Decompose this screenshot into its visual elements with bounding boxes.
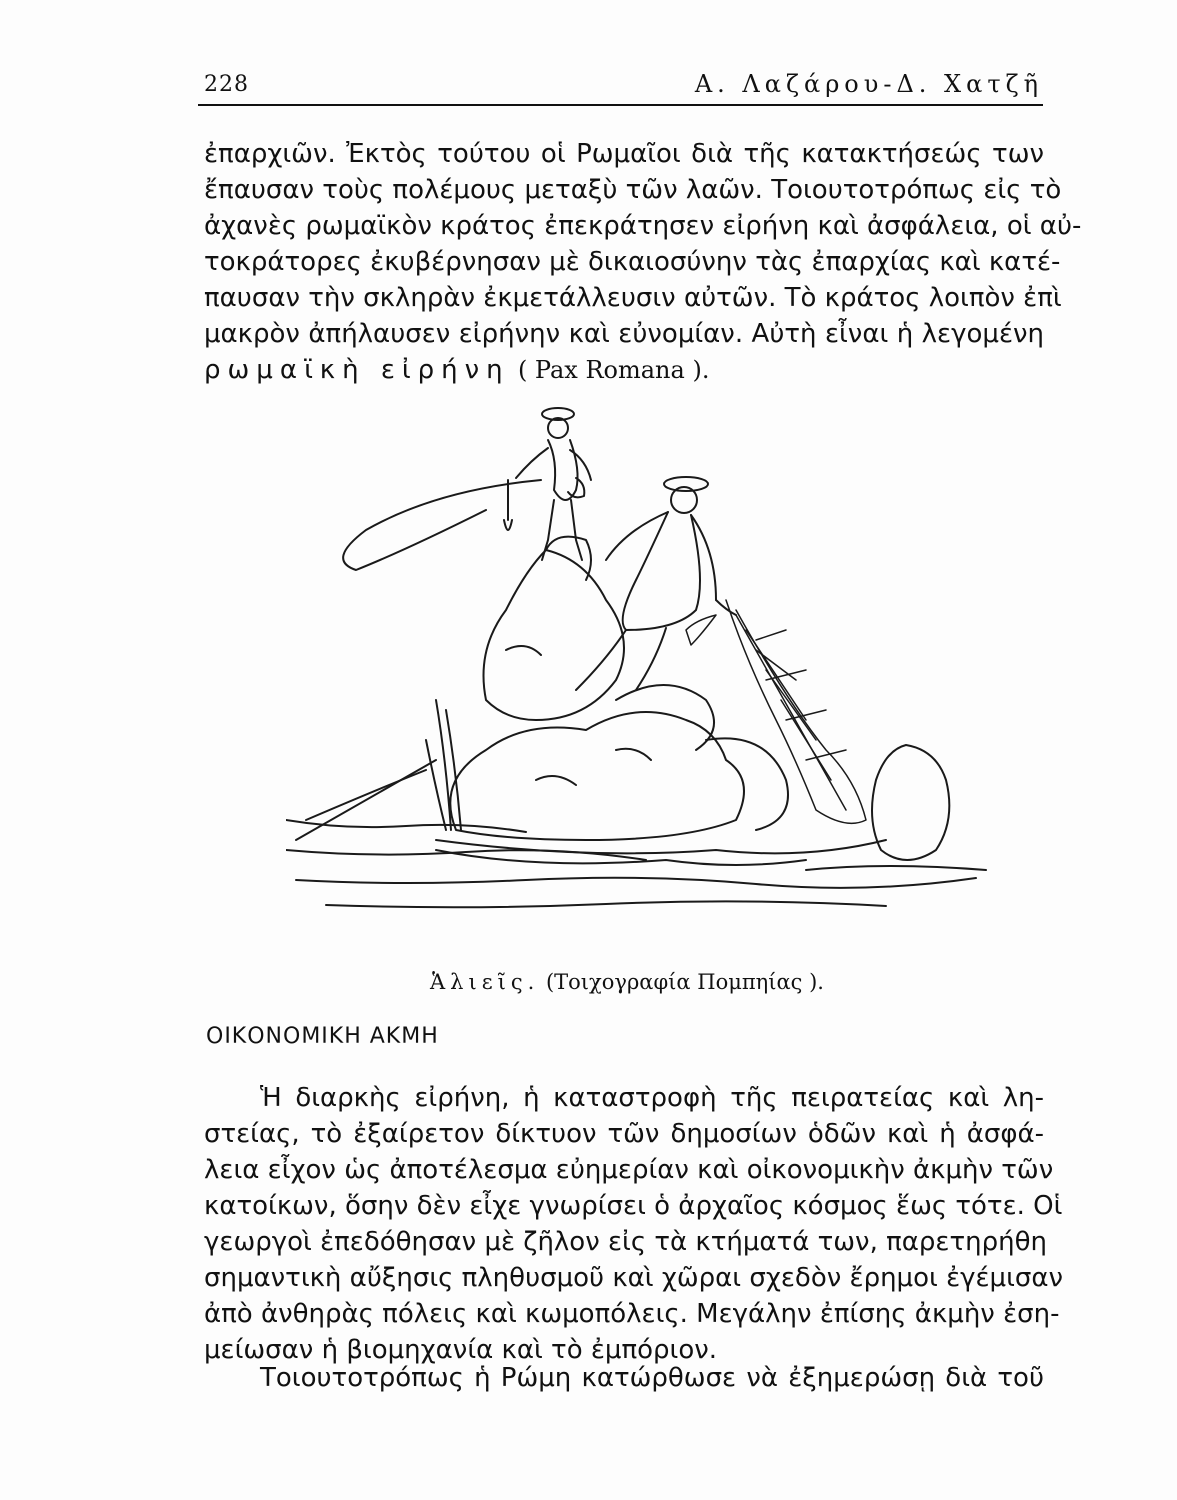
paragraph-2 <box>204 1080 1064 1368</box>
text-line: στείας, τὸ ἐξαίρετον δίκτυον τῶν δημοσίων ὁδῶν καὶ ἡ ἀσφά- <box>204 1119 1044 1149</box>
page-number: 228 <box>204 72 249 97</box>
running-title: Α. Λαζάρου-Δ. Χατζῆ <box>694 70 1043 98</box>
net-fisherman <box>576 477 736 690</box>
text-line: ἔπαυσαν τοὺς πολέμους μεταξὺ τῶν λαῶν. Τοιουτοτρόπως εἰς τὸ <box>204 175 1062 205</box>
latin-term: ( Pax Romana ). <box>517 356 710 384</box>
fishermen-illustration <box>286 400 1006 940</box>
caption-title: Ἁλιεῖς. <box>430 970 540 994</box>
text-line: μείωσαν ἡ βιομηχανία καὶ τὸ ἐμπόριον. <box>204 1335 718 1365</box>
text-line: Ἡ διαρκὴς εἰρήνη, ἡ καταστροφὴ τῆς πειρατείας καὶ λη- <box>260 1083 1044 1113</box>
text-line <box>204 352 1044 388</box>
fishermen-drawing <box>286 400 1006 940</box>
text-line: παυσαν τὴν σκληρὰν ἐκμετάλλευσιν αὐτῶν. Τὸ κράτος λοιπὸν ἐπὶ <box>204 283 1062 313</box>
fishing-rod <box>343 480 541 570</box>
text-line: ἐπαρχιῶν. Ἐκτὸς τούτου οἱ Ρωμαῖοι διὰ τῆς κατακτήσεώς των <box>204 139 1044 169</box>
text-line: ἀπὸ ἀνθηρὰς πόλεις καὶ κωμοπόλεις. Μεγάλην ἐπίσης ἀκμὴν ἐση- <box>204 1299 1060 1329</box>
paragraph-1 <box>204 136 1082 388</box>
text-line: ἀχανὲς ρωμαϊκὸν κράτος ἐπεκράτησεν εἰρήνη καὶ ἀσφάλεια, οἱ αὐ- <box>204 211 1082 241</box>
rocks <box>436 537 949 865</box>
text-line: κατοίκων, ὅσην δὲν εἶχε γνωρίσει ὁ ἀρχαῖος κόσμος ἕως τότε. Οἱ <box>204 1191 1063 1221</box>
header-rule <box>198 104 1043 106</box>
paragraph-3 <box>204 1360 1044 1396</box>
section-heading: ΟΙΚΟΝΟΜΙΚΗ ΑΚΜΗ <box>206 1024 439 1049</box>
figure-caption <box>430 970 824 994</box>
text-line: σημαντικὴ αὔξησις πληθυσμοῦ καὶ χῶραι σχεδὸν ἔρημοι ἐγέμισαν <box>204 1263 1064 1293</box>
running-head <box>198 66 1043 106</box>
water-lines <box>286 820 986 907</box>
caption-source: (Τοιχογραφία Πομπηίας ). <box>545 970 824 994</box>
text-line: γεωργοὶ ἐπεδόθησαν μὲ ζῆλον εἰς τὰ κτήματά των, παρετηρήθη <box>204 1227 1047 1257</box>
text-line: μακρὸν ἀπήλαυσεν εἰρήνην καὶ εὐνομίαν. Αὐτὴ εἶναι ἡ λεγομένη <box>204 319 1044 349</box>
text-line: λεια εἶχον ὡς ἀποτέλεσμα εὐημερίαν καὶ οἰκονομικὴν ἀκμὴν τῶν <box>204 1155 1054 1185</box>
reeds <box>296 700 461 840</box>
text-line: Τοιουτοτρόπως ἡ Ρώμη κατώρθωσε νὰ ἐξημερώσῃ διὰ τοῦ <box>260 1363 1044 1393</box>
spaced-term: ρωμαϊκὴ εἰρήνη <box>204 355 510 385</box>
text-line: τοκράτορες ἐκυβέρνησαν μὲ δικαιοσύνην τὰς ἐπαρχίας καὶ κατέ- <box>204 247 1061 277</box>
